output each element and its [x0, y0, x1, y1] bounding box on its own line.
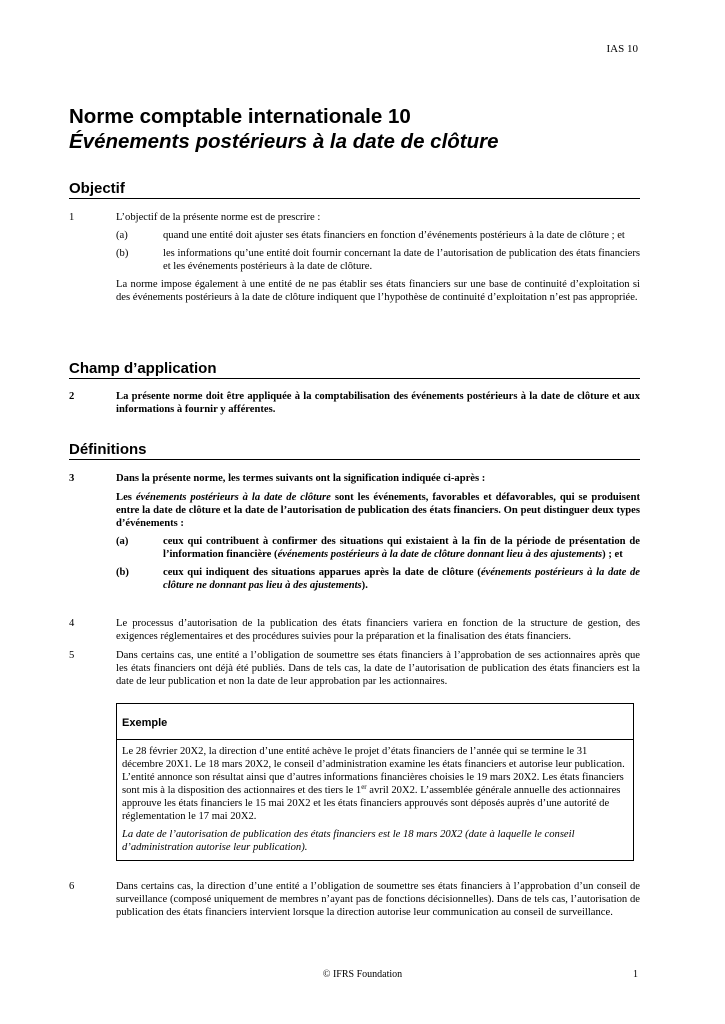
page-number: 1: [633, 969, 638, 980]
section-heading-champ: Champ d’application: [69, 360, 640, 379]
example-text: [122, 745, 628, 823]
list-text-end: ) ; et: [602, 549, 623, 560]
list-text-main: ceux qui indiquent des situations apparues après la date de clôture (: [163, 567, 481, 578]
page-title: [69, 104, 669, 154]
list-label: (b): [116, 248, 129, 259]
paragraph-1-intro: L’objectif de la présente norme est de prescrire :: [116, 212, 321, 223]
paragraph-3-intro: Dans la présente norme, les termes suivants ont la signification indiquée ci-après :: [116, 473, 486, 484]
paragraph-2: [69, 390, 640, 416]
list-label: (a): [116, 230, 128, 241]
list-item-b: [116, 247, 640, 273]
paragraph-4: [69, 617, 640, 643]
list-item-a: [116, 535, 640, 561]
paragraph-3: [69, 472, 640, 592]
example-heading: Exemple: [117, 704, 633, 740]
definition-rest: sont les événements, favorables et défavorables, qui se produisent entre la date de clôture et la date de l’autorisation de publication des états financiers. On peut distinguer deux types d’événements :: [116, 492, 640, 529]
list-item-b: [116, 566, 640, 592]
example-text-part-1: Le 28 février 20X2, la direction d’une entité achève le projet d’états financiers de l’année qui se termine le 31 décembre 20X1. Le 18 mars 20X2, le conseil d’administration examine les états financiers et autorise leur publication. L’entité annonce son résultat ainsi que d’autres informations financières choisies le 19 mars 20X2. Les états financiers sont mis à la disposition des actionnaires et des tiers le 1: [122, 746, 625, 796]
list-text: [163, 535, 640, 561]
example-text-part-2: avril 20X2. L’assemblée générale annuelle des actionnaires approuve les états financiers le 15 mai 20X2 et les états financiers approuvés sont déposés auprès d’une autorité de réglementation le 17 mai 20X2.: [122, 785, 621, 822]
paragraph-5-text: Dans certains cas, une entité a l’obligation de soumettre ses états financiers à l’approbation de ses actionnaires après que les états financiers ont déjà été publiés. Dans de tels cas, la date de l’autorisation de publication des états financiers est la date de leur publication et non la date de leur approbation par les actionnaires.: [116, 650, 640, 687]
list-text-main: ceux qui contribuent à confirmer des situations qui existaient à la fin de la période de présentation de l’information financière (: [163, 536, 640, 560]
list-label: (b): [116, 567, 129, 578]
paragraph-6: [69, 880, 640, 919]
paragraph-number: 2: [69, 391, 75, 402]
list-text-end: ).: [361, 580, 368, 591]
paragraph-1: [69, 211, 640, 304]
paragraph-2-text: La présente norme doit être appliquée à la comptabilisation des événements postérieurs à la date de clôture et aux informations à fournir y afférentes.: [116, 391, 640, 415]
section-heading-definitions: Définitions: [69, 441, 640, 460]
list-label: (a): [116, 536, 129, 547]
list-text-italic: événements postérieurs à la date de clôture donnant lieu à des ajustements: [277, 549, 603, 560]
title-line-2: Événements postérieurs à la date de clôture: [69, 130, 499, 153]
defined-term: événements postérieurs à la date de clôture: [135, 492, 331, 503]
running-head: IAS 10: [606, 43, 638, 55]
paragraph-number: 6: [69, 881, 75, 892]
example-box: [116, 703, 634, 861]
list-text: quand une entité doit ajuster ses états financiers en fonction d’événements postérieurs à la date de clôture ; et: [163, 230, 625, 241]
paragraph-4-text: Le processus d’autorisation de la publication des états financiers variera en fonction de la structure de gestion, des exigences réglementaires et des procédures suivies pour la préparation et la finalisation des états financiers.: [116, 618, 640, 642]
ordinal-superscript: er: [361, 783, 367, 791]
paragraph-number: 3: [69, 473, 75, 484]
definition-text: [116, 491, 640, 530]
example-body: [117, 740, 633, 854]
list-item-a: [116, 229, 640, 242]
list-text: les informations qu’une entité doit fournir concernant la date de l’autorisation de publication des états financiers et les événements postérieurs à la date de clôture.: [163, 248, 640, 272]
paragraph-number: 1: [69, 212, 75, 223]
section-heading-objectif: Objectif: [69, 180, 640, 199]
title-line-1: Norme comptable internationale 10: [69, 105, 411, 128]
list-text: [163, 566, 640, 592]
example-note: La date de l’autorisation de publication des états financiers est le 18 mars 20X2 (date à laquelle le conseil d’administration autorise leur publication).: [122, 829, 575, 853]
paragraph-number: 5: [69, 650, 75, 661]
paragraph-6-text: Dans certains cas, la direction d’une entité a l’obligation de soumettre ses états financiers à l’approbation d’un conseil de surveillance (composé uniquement de membres n’ayant pas de fonctions décisionnelles). Dans de tels cas, l’autorisation de publication des états financiers intervient lorsque la direction autorise leur communication au conseil de surveillance.: [116, 881, 640, 918]
definition-lead: Les: [116, 492, 136, 503]
footer-copyright: © IFRS Foundation: [322, 969, 403, 980]
paragraph-1-closing: La norme impose également à une entité de ne pas établir ses états financiers sur une base de continuité d’exploitation si des événements postérieurs à la date de clôture indiquent que l’hypothèse de continuité d’exploitation n’est pas appropriée.: [116, 279, 640, 303]
list-text-italic: événements postérieurs à la date de clôture ne donnant pas lieu à des ajustements: [163, 567, 640, 591]
paragraph-5: [69, 649, 640, 688]
paragraph-number: 4: [69, 618, 75, 629]
